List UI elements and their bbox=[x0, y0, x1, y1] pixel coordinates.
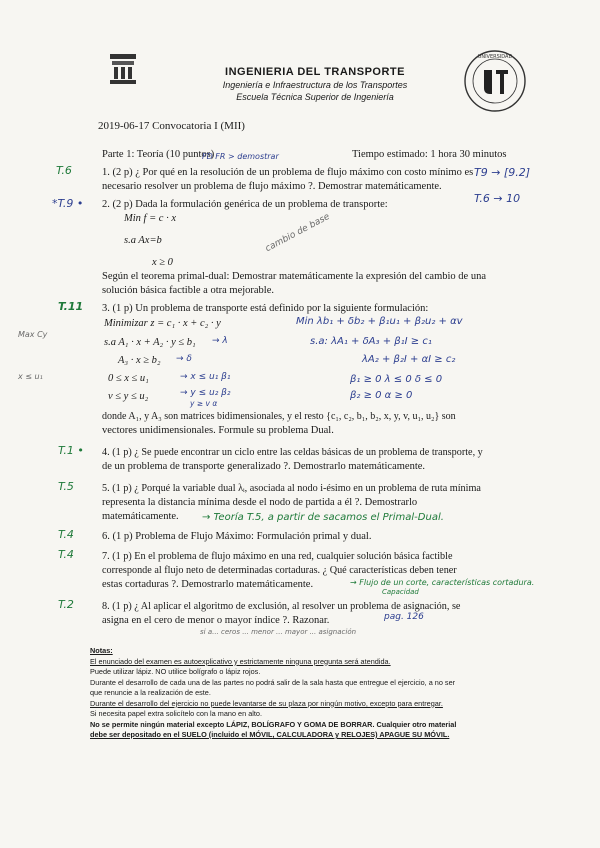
notes-line-3: Durante el desarrollo de cada una de las partes no podrá salir de la sala hasta que entregue el ejercicio, a no ser bbox=[90, 677, 456, 687]
notes-line-5: Durante el desarrollo del ejercicio no puede levantarse de su plaza por ningún motivo, excepto para entregar. bbox=[90, 698, 443, 708]
header-school: Escuela Técnica Superior de Ingeniería bbox=[236, 92, 394, 102]
question-1-line-1: 1. (2 p) ¿ Por qué en la resolución de un problema de flujo máximo con costo mínimo es bbox=[102, 167, 474, 178]
notes-line-1: El enunciado del examen es autoexplicativo y estrictamente ninguna pregunta será atendida. bbox=[90, 656, 391, 666]
question-2-line-2: Según el teorema primal-dual: Demostrar matemáticamente la expresión del cambio de una bbox=[102, 271, 486, 282]
hw-mult-beta2: → y ≤ u₂ β₂ bbox=[180, 388, 231, 398]
question-2-line-1: 2. (2 p) Dada la formulación genérica de un problema de transporte: bbox=[102, 199, 388, 210]
hw-dual-signs-1: β₁ ≥ 0 λ ≤ 0 δ ≤ 0 bbox=[350, 374, 443, 385]
question-8-line-2: asigna en el cero de menor o mayor índice ?. Razonar. bbox=[102, 615, 330, 626]
question-6-line-1: 6. (1 p) Problema de Flujo Máximo: Formulación primal y dual. bbox=[102, 531, 372, 542]
exam-part: Parte 1: Teoría (10 puntos) bbox=[102, 149, 215, 160]
hw-margin-t4b: T.4 bbox=[58, 548, 74, 561]
question-4-line-1: 4. (1 p) ¿ Se puede encontrar un ciclo entre las celdas básicas de un problema de transporte, y bbox=[102, 447, 483, 458]
hw-dual-objective: Min λb₁ + δb₂ + β₁u₁ + β₂u₂ + αv bbox=[296, 316, 463, 327]
hw-mult-delta: → δ bbox=[176, 354, 192, 364]
question-7-line-1: 7. (1 p) En el problema de flujo máximo en una red, cualquier solución básica factible bbox=[102, 551, 453, 562]
notes-line-6: Si necesita papel extra solicítelo con la mano en alto. bbox=[90, 709, 262, 718]
hw-t6-ref: T.6 → 10 bbox=[474, 192, 521, 205]
hw-left-note-1: Max Cy bbox=[18, 330, 48, 339]
notes-title: Notas: bbox=[90, 646, 113, 655]
exam-time: Tiempo estimado: 1 hora 30 minutos bbox=[352, 149, 507, 160]
notes-line-8: debe ser depositado en el SUELO (incluido el MÓVIL, CALCULADORA y RELOJES) APAGUE SU MÓVIL. bbox=[90, 730, 450, 739]
question-7-line-3: estas cortaduras ?. Demostrarlo matemáticamente. bbox=[102, 579, 314, 590]
hw-margin-t1: T.1 • bbox=[58, 444, 84, 457]
hw-dual-signs-2: β₂ ≥ 0 α ≥ 0 bbox=[350, 390, 413, 401]
header-subtitle: Ingeniería e Infraestructura de los Transportes bbox=[222, 80, 408, 90]
header-title: INGENIERIA DEL TRANSPORTE bbox=[225, 66, 405, 78]
question-4-line-2: de un problema de transporte generalizado ?. Demostrarlo matemáticamente. bbox=[102, 461, 426, 472]
notes-line-4: que renuncie a la realización de este. bbox=[90, 688, 211, 697]
hw-margin-t11: T.11 bbox=[58, 300, 84, 313]
question-2-formula-3: x ≥ 0 bbox=[152, 257, 173, 268]
hw-q7-answer: → Flujo de un corte, características cortadura. bbox=[350, 578, 535, 587]
exam-date-line: 2019-06-17 Convocatoria I (MII) bbox=[98, 120, 245, 132]
hw-margin-t2: T.2 bbox=[58, 598, 74, 611]
hw-margin-t6: T.6 bbox=[56, 164, 72, 177]
hw-margin-t4a: T.4 bbox=[58, 528, 74, 541]
notes-line-2: Puede utilizar lápiz. NO utilice bolígrafo o lápiz rojos. bbox=[90, 667, 261, 676]
hw-q5-answer: → Teoría T.5, a partir de sacamos el Primal-Dual. bbox=[202, 512, 444, 523]
question-8-line-1: 8. (1 p) ¿ Al aplicar el algoritmo de exclusión, al resolver un problema de asignación, se bbox=[102, 601, 461, 612]
hw-margin-t5: T.5 bbox=[58, 480, 74, 493]
question-2-formula-1: Min f = c · x bbox=[124, 213, 176, 224]
hw-mult-lambda: → λ bbox=[212, 336, 228, 346]
question-2-formula-2: s.a Ax=b bbox=[124, 235, 162, 246]
exam-notes bbox=[90, 646, 550, 741]
hw-fd-fr: FD FR > demostrar bbox=[202, 152, 279, 161]
question-1-line-2: necesario resolver un problema de flujo máximo ?. Demostrar matemáticamente. bbox=[102, 181, 442, 192]
question-3-formula-5: v ≤ y ≤ u₂ bbox=[108, 391, 149, 402]
hw-t9-ref: T9 → [9.2] bbox=[474, 166, 531, 179]
question-3-line-2: donde A₁, y A₃ son matrices bidimensionales, y el resto {c₁, c₂, b₁, b₂, x, y, v, u₁, u₂} son bbox=[102, 411, 456, 422]
hw-q7-capacidad: Capacidad bbox=[382, 588, 419, 596]
svg-text:UNIVERSIDAD: UNIVERSIDAD bbox=[477, 54, 513, 60]
question-7-line-2: corresponde al flujo neto de determinadas cortaduras. ¿ Qué características deben tener bbox=[102, 565, 457, 576]
question-3-formula-4: 0 ≤ x ≤ u₁ bbox=[108, 373, 149, 384]
hw-margin-t9: *T.9 • bbox=[52, 197, 84, 210]
hw-cambio-base: cambio de base bbox=[263, 211, 332, 255]
hw-mult-beta1: → x ≤ u₁ β₁ bbox=[180, 372, 231, 382]
question-5-line-2: representa la distancia mínima desde el nodo de partida a él ?. Demostrarlo bbox=[102, 497, 418, 508]
question-5-line-3: matemáticamente. bbox=[102, 511, 179, 522]
hw-dual-constraint-2: λA₂ + β₂I + αI ≥ c₂ bbox=[362, 354, 456, 365]
university-seal-icon bbox=[462, 48, 528, 114]
question-5-line-1: 5. (1 p) ¿ Porqué la variable dual λᵢ, asociada al nodo i-ésimo en un problema de ruta mínima bbox=[102, 483, 481, 494]
notes-line-7: No se permite ningún material excepto LÁPIZ, BOLÍGRAFO Y GOMA DE BORRAR. Cualquier otro material bbox=[90, 719, 457, 729]
question-3-line-3: vectores unidimensionales. Formule su problema Dual. bbox=[102, 425, 334, 436]
question-2-line-3: solución básica factible a otra mejorable. bbox=[102, 285, 275, 296]
hw-q8-page: pag. 126 bbox=[384, 612, 424, 622]
school-logo-icon bbox=[108, 52, 138, 86]
question-3-line-1: 3. (1 p) Un problema de transporte está definido por la siguiente formulación: bbox=[102, 303, 429, 314]
question-3-formula-3: A₃ · x ≥ b₂ bbox=[118, 355, 161, 366]
hw-q8-small: si a... ceros ... menor ... mayor ... asignación bbox=[200, 628, 357, 636]
question-3-formula-1: Minimizar z = c₁ · x + c₂ · y bbox=[104, 318, 221, 329]
question-3-formula-2: s.a A₁ · x + A₂ · y ≤ b₁ bbox=[104, 337, 196, 348]
hw-dual-constraint-1: s.a: λA₁ + δA₃ + β₁I ≥ c₁ bbox=[310, 336, 432, 347]
hw-mult-alpha: y ≥ v α bbox=[190, 399, 218, 408]
hw-left-note-2: x ≤ u₁ bbox=[18, 372, 43, 381]
